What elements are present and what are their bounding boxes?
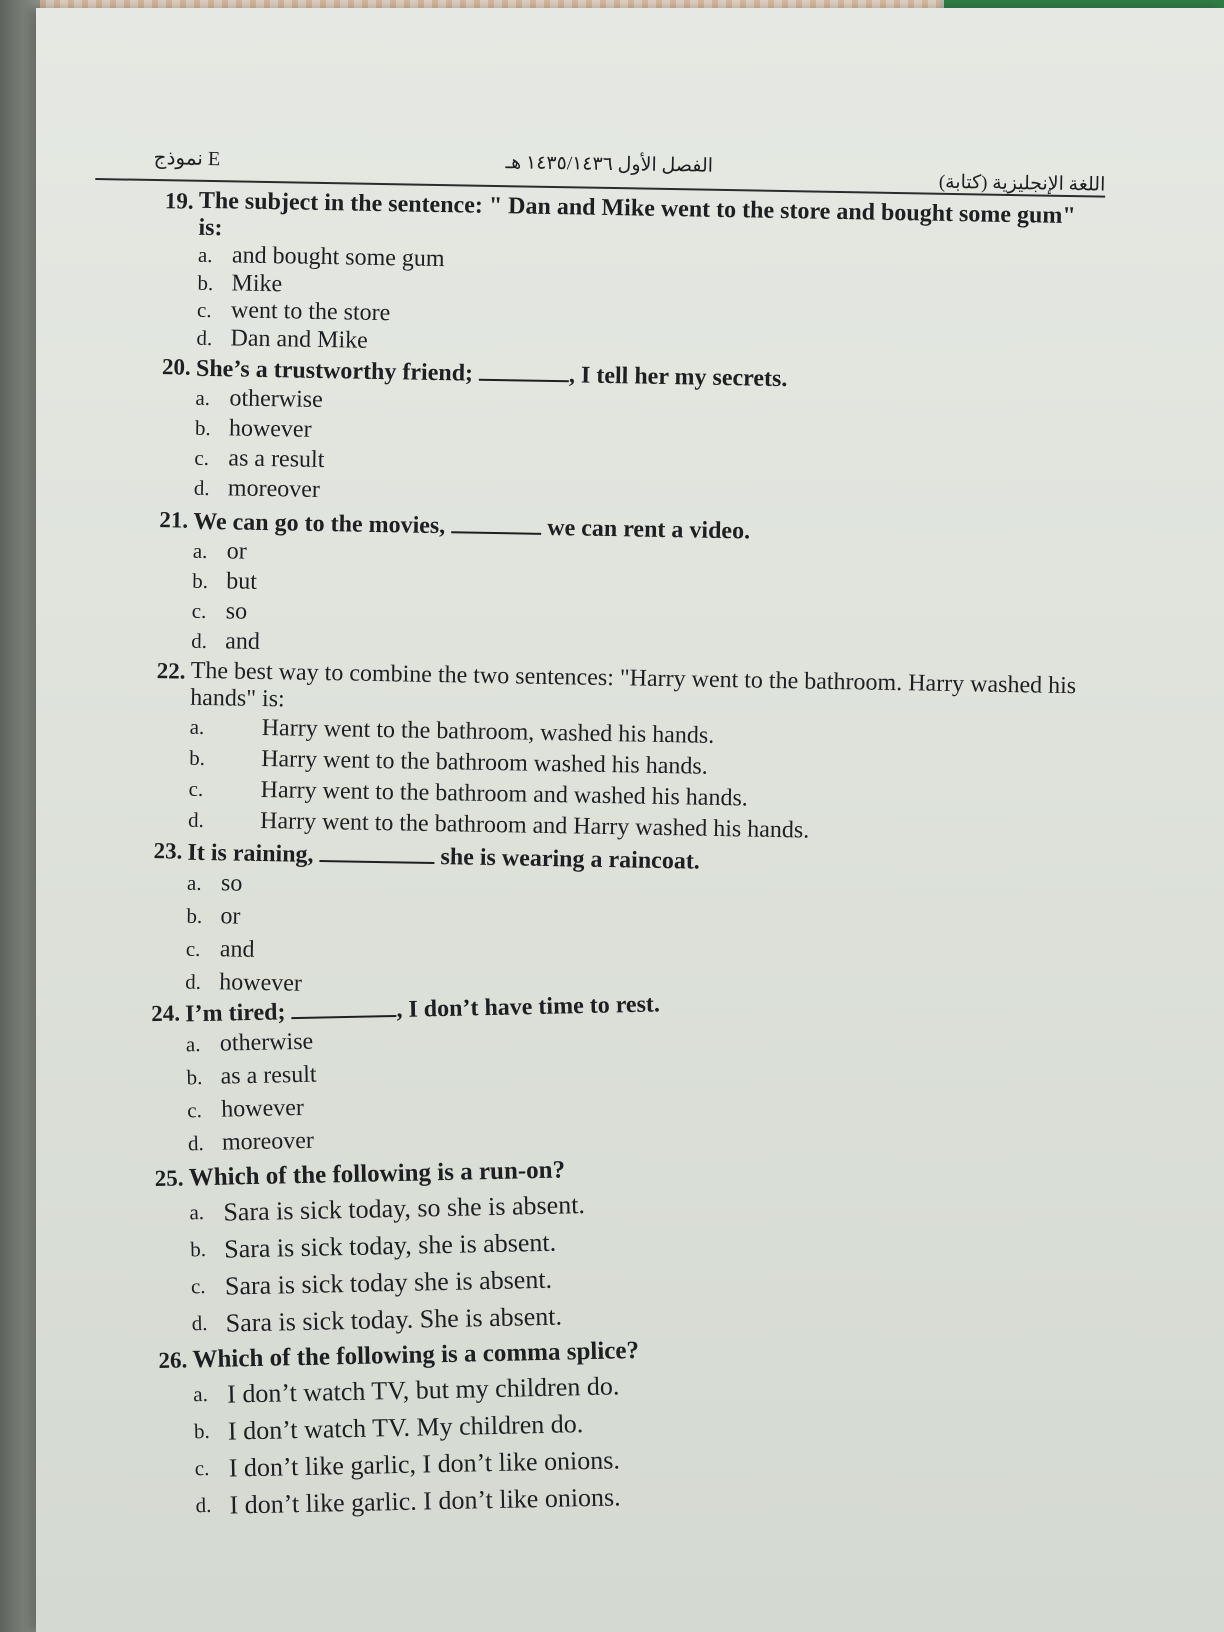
question-25: [154, 1143, 1098, 1343]
question-number: 26.: [158, 1347, 188, 1374]
question-text: The subject in the sentence: " Dan and Mike went to the store and bought some gum" is:: [198, 187, 1076, 242]
question-21: [157, 506, 1099, 671]
question-number: 22.: [156, 658, 186, 684]
question-text-before: We can go to the movies,: [193, 508, 446, 540]
question-number: 19.: [164, 188, 194, 214]
option-letter: d.: [196, 325, 213, 350]
option-text: otherwise: [219, 1028, 314, 1057]
options-list: [191, 536, 1099, 672]
option-text: as a result: [220, 1061, 317, 1090]
answer-blank[interactable]: [291, 995, 396, 1019]
option-letter: c.: [194, 445, 210, 471]
option-text: or: [226, 538, 248, 565]
question-22: [154, 657, 1097, 851]
option-letter: d.: [185, 969, 202, 994]
option-text: Sara is sick today, so she is absent.: [223, 1190, 586, 1227]
option-text: I don’t watch TV. My children do.: [227, 1409, 584, 1446]
option-letter: a.: [185, 1032, 201, 1057]
option-letter: d.: [187, 807, 205, 832]
subject-label: اللغة الإنجليزية (كتابة): [938, 171, 1106, 196]
option-letter: b.: [194, 415, 211, 441]
option-letter: d.: [193, 475, 210, 501]
option-letter: a.: [186, 870, 202, 895]
option-text: so: [225, 598, 248, 625]
question-number: 20.: [161, 354, 191, 380]
question-19: [162, 187, 1105, 367]
option-letter: b.: [192, 568, 209, 594]
term-label: الفصل الأول ١٤٣٥/١٤٣٦ هـ: [505, 152, 714, 177]
option-text: Harry went to the bathroom and Harry washed his hands.: [259, 807, 810, 844]
option-text: otherwise: [229, 385, 324, 413]
question-text-after: , I tell her my secrets.: [568, 362, 788, 393]
question-26: [158, 1325, 1102, 1525]
option-letter: c.: [187, 1098, 203, 1123]
question-text-after: she is wearing a raincoat.: [440, 844, 701, 875]
question-text-before: She’s a trustworthy friend;: [195, 355, 474, 387]
question-number: 21.: [159, 507, 189, 533]
option-letter: b.: [189, 1236, 207, 1262]
question-20: [160, 353, 1102, 518]
option-text: however: [228, 415, 312, 443]
option-text: and bought some gum: [231, 242, 445, 273]
option-text: Sara is sick today, she is absent.: [223, 1227, 557, 1264]
option-text: Harry went to the bathroom and washed his hands.: [260, 776, 749, 812]
question-text-after: we can rent a video.: [547, 514, 751, 545]
option-text: or: [220, 903, 241, 930]
answer-blank[interactable]: [451, 511, 541, 535]
option-text: moreover: [221, 1127, 315, 1156]
option-text: and: [219, 936, 255, 963]
option-text: went to the store: [230, 297, 391, 327]
question-text: Which of the following is a run-on?: [188, 1156, 566, 1192]
option-text: I don’t like garlic, I don’t like onions.: [228, 1445, 621, 1483]
question-number: 25.: [154, 1165, 184, 1192]
option-text: Sara is sick today. She is absent.: [225, 1301, 563, 1338]
option-text: so: [220, 870, 243, 897]
option-text: Harry went to the bathroom washed his hands.: [260, 745, 708, 780]
question-number: 23.: [153, 838, 183, 864]
option-text: Sara is sick today she is absent.: [224, 1264, 553, 1301]
option-letter: c.: [190, 1274, 206, 1299]
exam-page: [72, 138, 1106, 1541]
option-letter: d.: [187, 1131, 204, 1156]
option-text: Dan and Mike: [230, 324, 369, 354]
option-text: I don’t watch TV, but my children do.: [226, 1371, 620, 1409]
options-list: [186, 1009, 1095, 1160]
option-letter: a.: [197, 242, 213, 268]
options-list: [189, 1175, 1098, 1342]
option-text: moreover: [227, 475, 321, 503]
question-text-before: I’m tired;: [184, 999, 286, 1028]
options-list: [188, 712, 1096, 852]
option-letter: c.: [188, 776, 204, 801]
option-text: and: [225, 628, 261, 655]
question-text: Which of the following is a comma splice?: [192, 1336, 640, 1374]
option-letter: d.: [195, 1492, 212, 1518]
option-letter: d.: [191, 628, 208, 654]
option-letter: c.: [194, 1455, 210, 1481]
question-text-after: , I don’t have time to rest.: [396, 991, 661, 1023]
option-letter: b.: [186, 1065, 203, 1090]
option-letter: a.: [189, 1200, 205, 1225]
option-letter: b.: [188, 745, 206, 770]
option-letter: b.: [186, 903, 203, 928]
option-text: however: [219, 969, 303, 997]
option-letter: a.: [189, 714, 205, 739]
option-letter: c.: [185, 936, 201, 961]
option-letter: b.: [193, 1418, 211, 1444]
option-text: I don’t like garlic. I don’t like onions.: [229, 1482, 621, 1520]
option-text: Mike: [231, 269, 283, 297]
question-text-before: It is raining,: [187, 839, 314, 868]
question-24: [151, 980, 1094, 1161]
option-text: Harry went to the bathroom, washed his hands.: [261, 714, 715, 749]
question-text: The best way to combine the two sentences: "Harry went to the bathroom. Harry washed his hands" is:: [190, 657, 1077, 713]
answer-blank[interactable]: [479, 359, 569, 383]
model-label: نموذج E: [153, 147, 221, 171]
answer-blank[interactable]: [319, 840, 434, 864]
option-letter: a.: [192, 538, 208, 564]
option-letter: c.: [196, 297, 212, 323]
option-letter: d.: [191, 1310, 208, 1336]
option-text: however: [221, 1094, 305, 1123]
questions-list: [72, 180, 1105, 1541]
options-list: [196, 242, 1104, 368]
lower-block: [151, 980, 1102, 1525]
exam-sheet: [36, 8, 1224, 1632]
option-letter: c.: [191, 598, 207, 623]
option-letter: b.: [197, 270, 214, 295]
question-number: 24.: [150, 1000, 181, 1027]
options-list: [194, 383, 1102, 519]
option-letter: a.: [192, 1381, 209, 1407]
option-letter: a.: [195, 385, 211, 411]
options-list: [193, 1357, 1102, 1524]
option-text: but: [226, 568, 258, 595]
option-text: as a result: [228, 445, 325, 474]
